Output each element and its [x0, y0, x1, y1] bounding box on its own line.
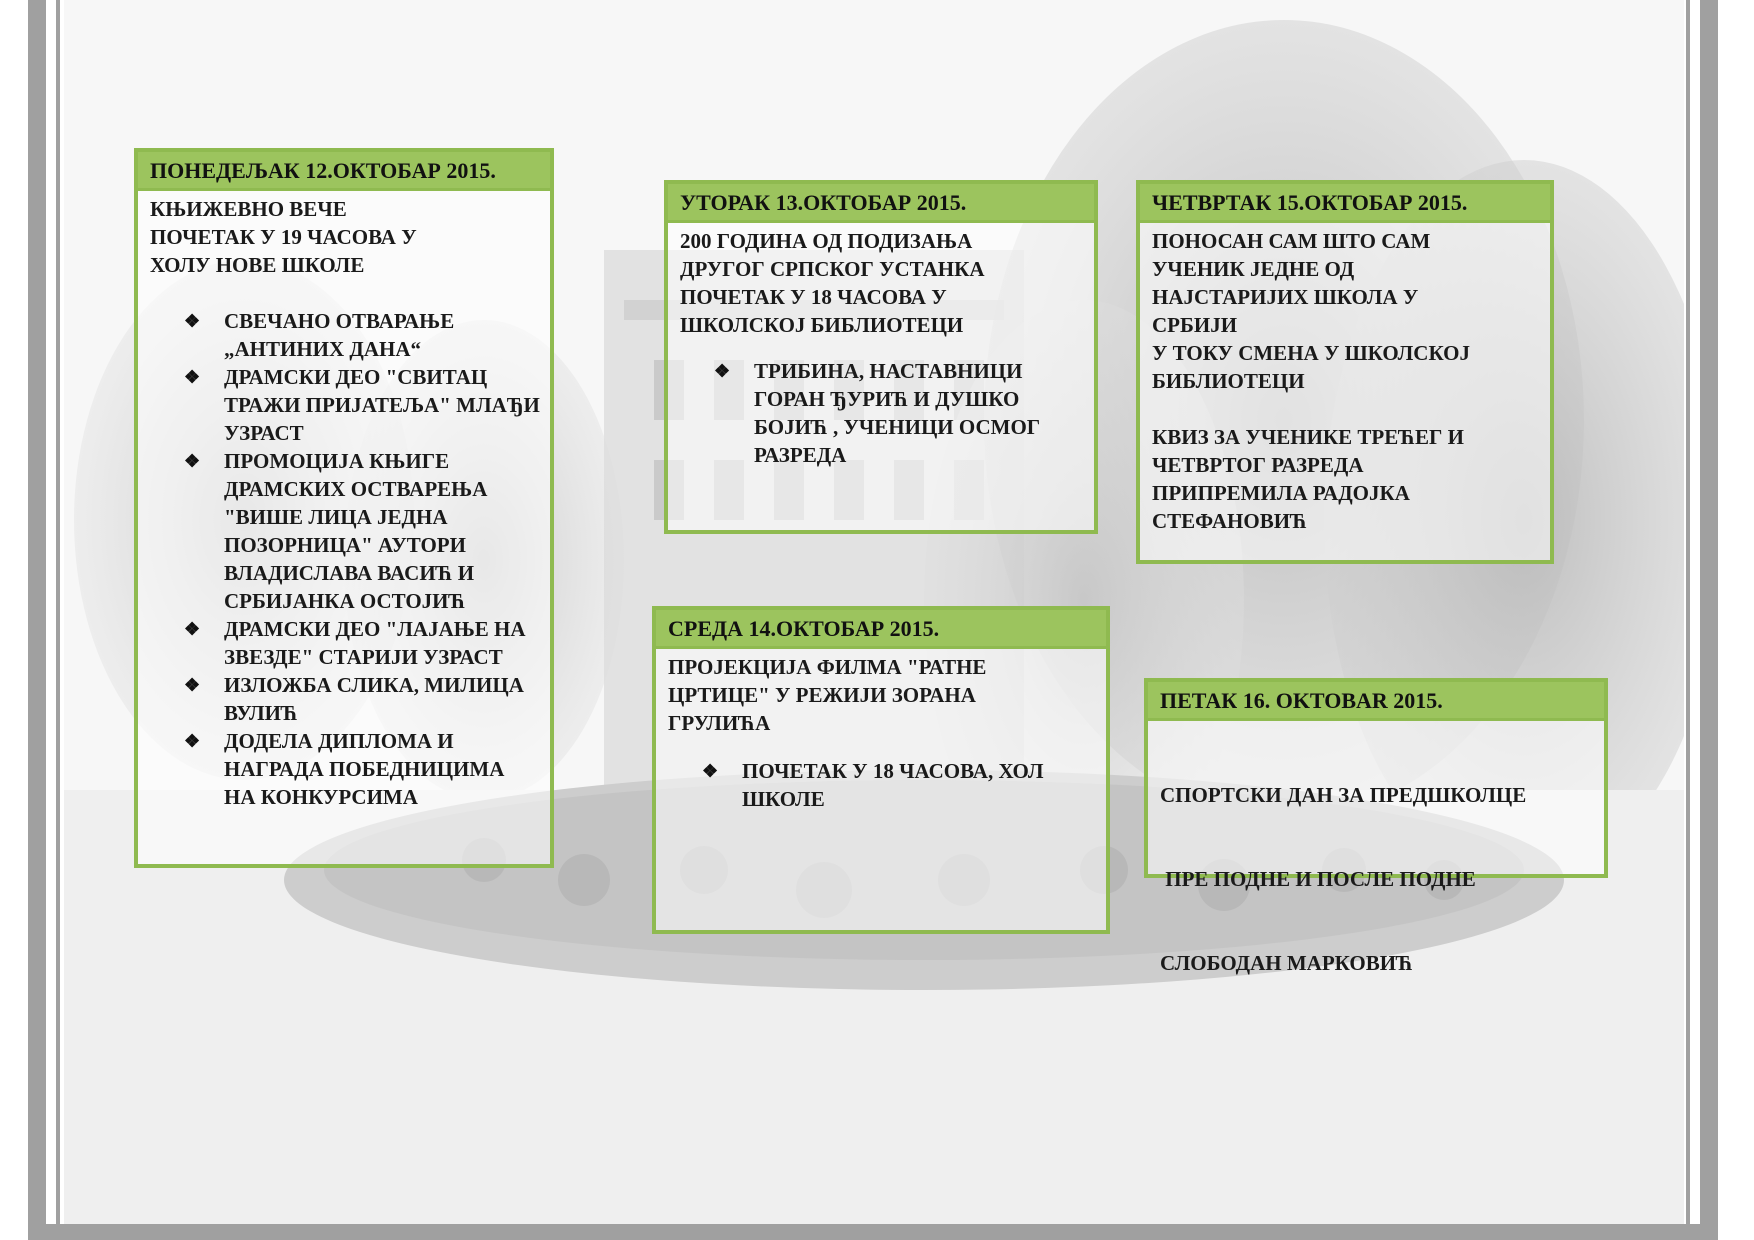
event-list-wednesday [668, 757, 1096, 813]
list-item: ❖ ДОДЕЛА ДИПЛОМА И НАГРАДА ПОБЕДНИЦИМА НА КОНКУРСИМА [184, 729, 505, 809]
event-body-wednesday [656, 649, 1106, 817]
diamond-bullet-icon: ❖ [184, 367, 201, 387]
list-item: ❖ СВЕЧАНО ОТВАРАЊЕ „АНТИНИХ ДАНА“ [184, 309, 455, 361]
event-header-friday: ПЕТАК 16. OKTOBAR 2015. [1148, 682, 1604, 721]
event-intro-line: ШКОЛСКОЈ БИБЛИОТЕЦИ [680, 313, 964, 337]
event-intro-line: УЧЕНИК ЈЕДНЕ ОД [1152, 257, 1355, 281]
event-box-friday [1144, 678, 1608, 975]
list-item: ❖ ДРАМСКИ ДЕО "СВИТАЦ ТРАЖИ ПРИЈАТЕЉА" МЛАЂИ УЗРАСТ [184, 365, 540, 445]
list-item: ❖ ДРАМСКИ ДЕО "ЛАЈАЊЕ НА ЗВЕЗДЕ" СТАРИЈИ УЗРАСТ [184, 617, 526, 669]
list-item: ❖ ИЗЛОЖБА СЛИКА, МИЛИЦА ВУЛИЋ [184, 673, 524, 725]
event-intro-line: ПОЧЕТАК У 18 ЧАСОВА У [680, 285, 947, 309]
event-intro-line: ДРУГОГ СРПСКОГ УСТАНКА [680, 257, 985, 281]
event-header-wednesday: СРЕДА 14.ОКТОБАР 2015. [656, 610, 1106, 649]
diamond-bullet-icon: ❖ [702, 761, 719, 781]
event-intro-line: КЊИЖЕВНО ВЕЧЕ [150, 197, 347, 221]
event-intro-line: НАЈСТАРИЈИХ ШКОЛА У [1152, 285, 1419, 309]
event-intro-line: СЛОБОДАН МАРКОВИЋ [1160, 951, 1413, 975]
diamond-bullet-icon: ❖ [184, 731, 201, 751]
event-extra-line: ЧЕТВРТОГ РАЗРЕДА [1152, 453, 1364, 477]
event-body-friday [1148, 721, 1604, 1037]
diamond-bullet-icon: ❖ [184, 311, 201, 331]
event-box-tuesday [664, 180, 1098, 534]
event-intro-line: ПОНОСАН САМ ШТО САМ [1152, 229, 1431, 253]
list-item: ❖ ПРОМОЦИЈА КЊИГЕ ДРАМСКИХ ОСТВАРЕЊА "ВИШЕ ЛИЦА ЈЕДНА ПОЗОРНИЦА" АУТОРИ ВЛАДИСЛАВА ВАСИЋ И СРБИЈАНКА ОСТОЈИЋ [184, 449, 488, 613]
event-header-thursday: ЧЕТВРТАК 15.ОКТОБАР 2015. [1140, 184, 1550, 223]
event-intro-line: СРБИЈИ [1152, 313, 1238, 337]
event-intro-line: 200 ГОДИНА ОД ПОДИЗАЊА [680, 229, 973, 253]
diamond-bullet-icon: ❖ [184, 451, 201, 471]
event-extra-line: КВИЗ ЗА УЧЕНИКЕ ТРЕЋЕГ И [1152, 425, 1464, 449]
event-body-tuesday [668, 223, 1094, 473]
event-extra-line: СТЕФАНОВИЋ [1152, 509, 1307, 533]
event-intro-line: ГРУЛИЋА [668, 711, 771, 735]
event-box-monday [134, 148, 554, 868]
diamond-bullet-icon: ❖ [714, 361, 731, 381]
event-list-tuesday [680, 357, 1084, 469]
event-list-monday [150, 307, 540, 811]
event-body-monday [138, 191, 550, 815]
diamond-bullet-icon: ❖ [184, 619, 201, 639]
event-intro-line: У ТОКУ СМЕНА У ШКОЛСКОЈ [1152, 341, 1471, 365]
event-intro-line: СПОРТСКИ ДАН ЗА ПРЕДШКОЛЦЕ [1160, 783, 1527, 807]
list-item: ❖ ТРИБИНА, НАСТАВНИЦИ ГОРАН ЂУРИЋ И ДУШКО БОЈИЋ , УЧЕНИЦИ ОСМОГ РАЗРЕДА [714, 359, 1041, 467]
event-body-thursday [1140, 223, 1550, 539]
event-intro-line: БИБЛИОТЕЦИ [1152, 369, 1305, 393]
event-box-wednesday [652, 606, 1110, 934]
list-item: ❖ ПОЧЕТАК У 18 ЧАСОВА, ХОЛ ШКОЛЕ [702, 759, 1044, 811]
event-intro-line: ПОЧЕТАК У 19 ЧАСОВА У [150, 225, 417, 249]
event-intro-line: ЦРТИЦЕ" У РЕЖИЈИ ЗОРАНА [668, 683, 976, 707]
event-extra-line: ПРИПРЕМИЛА РАДОЈКА [1152, 481, 1410, 505]
event-header-monday: ПОНЕДЕЉАК 12.ОКТОБАР 2015. [138, 152, 550, 191]
event-intro-line: ПРЕ ПОДНЕ И ПОСЛЕ ПОДНЕ [1160, 867, 1476, 891]
event-intro-line: ХОЛУ НОВЕ ШКОЛЕ [150, 253, 365, 277]
event-box-thursday [1136, 180, 1554, 564]
event-intro-line: ПРОЈЕКЦИЈА ФИЛМА "РАТНЕ [668, 655, 987, 679]
diamond-bullet-icon: ❖ [184, 675, 201, 695]
event-header-tuesday: УТОРАК 13.ОКТОБАР 2015. [668, 184, 1094, 223]
